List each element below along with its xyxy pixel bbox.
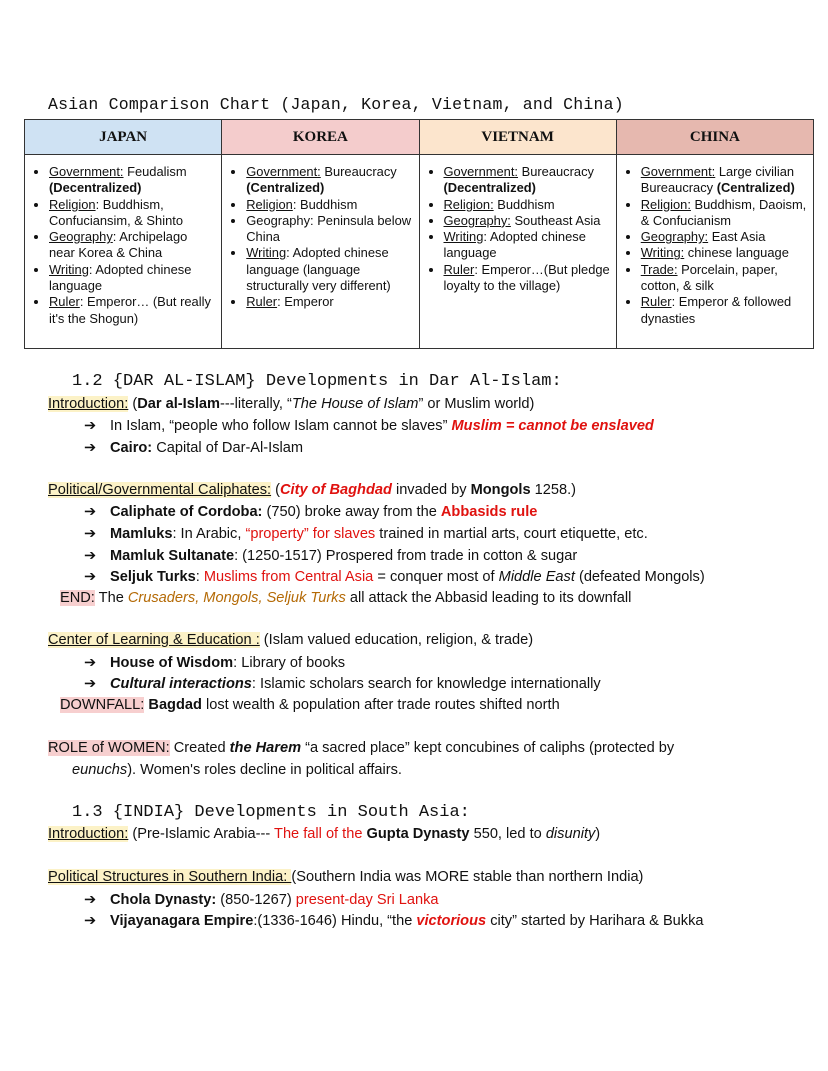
text: Cultural interactions (110, 676, 252, 692)
text: Created (169, 740, 230, 756)
text: Feudalism (123, 164, 187, 179)
bullet-line (84, 891, 439, 908)
list-item (49, 294, 215, 327)
label: Writing (246, 245, 287, 261)
text: Mongols (470, 482, 531, 498)
arrow-icon: ➔ (84, 655, 97, 671)
label: Ruler (443, 261, 475, 277)
text: 1258.) (530, 482, 577, 498)
arrow-icon: ➔ (84, 504, 97, 520)
list-item (641, 294, 807, 327)
cell-vietnam (419, 155, 616, 349)
label: Government: (49, 164, 124, 179)
text: victorious (416, 913, 487, 929)
list-item (246, 213, 412, 246)
header-korea: KOREA (222, 120, 419, 155)
text: Mamluk Sultanate (110, 548, 235, 564)
text: : (195, 569, 204, 585)
text: :(1336-1646) Hindu, “the (253, 913, 417, 929)
list-item (49, 197, 215, 230)
political-line (48, 482, 576, 498)
label: Political Structures in Southern India: (48, 869, 292, 885)
bullet-line (84, 654, 345, 671)
text: Southeast Asia (510, 212, 601, 228)
bullet-line (84, 675, 601, 692)
header-vietnam: VIETNAM (419, 120, 616, 155)
list-item (444, 213, 610, 229)
bullet-line (84, 503, 537, 520)
text: The (94, 590, 128, 606)
label: Religion: (640, 196, 691, 212)
text: Bureaucracy (518, 164, 594, 179)
text: Bagdad (148, 697, 202, 713)
arrow-icon: ➔ (84, 548, 97, 564)
text: Chola Dynasty: (110, 892, 217, 908)
list-item (246, 294, 412, 310)
text: present-day Sri Lanka (295, 892, 439, 908)
list-item (444, 229, 610, 262)
bullet-line (84, 568, 705, 585)
label: Ruler (246, 294, 278, 310)
text: “a sacred place” kept concubines of caliphs (protected by (301, 740, 675, 756)
list-item (641, 229, 807, 245)
table-body-row (25, 155, 814, 349)
text: Muslim = cannot be enslaved (451, 418, 654, 434)
list-item (641, 164, 807, 197)
emphasis: (Decentralized) (49, 180, 142, 196)
text: : Buddhism, Confuciansim, & Shinto (49, 196, 183, 228)
text: Porcelain, paper, cotton, & silk (640, 261, 778, 294)
label: Ruler (640, 294, 672, 310)
text: invaded by (391, 482, 471, 498)
emphasis: (Centralized) (246, 180, 325, 196)
text: “property” for slaves (245, 526, 376, 542)
text: city” started by Harihara & Bukka (486, 913, 704, 929)
text: ). Women's roles decline in political affairs. (127, 762, 402, 778)
text: 550, led to (469, 826, 546, 842)
downfall-line (60, 697, 560, 713)
center-line (48, 632, 533, 648)
arrow-icon: ➔ (84, 418, 97, 434)
text: Capital of Dar-Al-Islam (152, 440, 304, 456)
list-item (444, 164, 610, 197)
text: The House of Islam (291, 396, 419, 412)
label: Political/Governmental Caliphates: (48, 482, 272, 498)
text: : Library of books (233, 655, 346, 671)
text: disunity (545, 826, 596, 842)
label: Geography: (640, 229, 709, 245)
label: Geography: (443, 212, 511, 228)
text: (Pre-Islamic Arabia--- (128, 826, 275, 842)
arrow-icon: ➔ (84, 892, 97, 908)
text: : Adopted chinese language (49, 261, 192, 294)
arrow-icon: ➔ (84, 676, 97, 692)
list-item (49, 229, 215, 262)
text: : Buddhism (292, 196, 358, 212)
text: : Adopted chinese language (443, 229, 586, 261)
text: : (1250-1517) Prospered from trade in cotton & sugar (234, 548, 578, 564)
cell-japan (25, 155, 222, 349)
label: Writing (49, 261, 89, 277)
section-heading-1-3: 1.3 {INDIA} Developments in South Asia: (72, 803, 470, 822)
text: The fall of the (274, 826, 363, 842)
end-line (60, 590, 631, 606)
text: ) (595, 826, 601, 842)
text: Middle East (498, 569, 575, 585)
label: Religion: (443, 196, 494, 212)
text: Muslims from Central Asia (203, 569, 374, 585)
text: : Emperor & followed dynasties (640, 294, 792, 326)
text: eunuchs (72, 762, 128, 778)
cell-korea (222, 155, 419, 349)
list-item (444, 262, 610, 295)
text: ( (271, 482, 280, 498)
text: Abbasids rule (440, 504, 538, 520)
text: (750) broke away from the (262, 504, 441, 520)
list-item (641, 197, 807, 230)
text: Crusaders, Mongols, Seljuk Turks (127, 590, 346, 606)
arrow-icon: ➔ (84, 526, 97, 542)
label: Religion (246, 196, 293, 212)
women-line-cont (72, 762, 402, 778)
arrow-icon: ➔ (84, 569, 97, 585)
section-heading-1-2: 1.2 {DAR AL-ISLAM} Developments in Dar Al-Islam: (72, 372, 562, 391)
text: Vijayanagara Empire (110, 913, 254, 929)
text: (850-1267) (216, 892, 296, 908)
text: Seljuk Turks (110, 569, 196, 585)
text: : Emperor…(But pledge loyalty to the village) (443, 261, 610, 294)
label: Ruler (49, 294, 80, 310)
text: (Southern India was MORE stable than northern India) (291, 869, 644, 885)
emphasis: (Centralized) (716, 180, 795, 196)
list-item (49, 262, 215, 295)
text: = conquer most of (373, 569, 499, 585)
text: the Harem (229, 740, 302, 756)
text: (Islam valued education, religion, & trade) (259, 632, 534, 648)
label: Writing: (640, 245, 685, 261)
list-item (641, 262, 807, 295)
text: (defeated Mongols) (574, 569, 705, 585)
arrow-icon: ➔ (84, 440, 97, 456)
list-item (641, 245, 807, 261)
bullet-line (84, 439, 303, 456)
list-item (49, 164, 215, 197)
text: Mamluks (110, 526, 173, 542)
list-item (444, 197, 610, 213)
header-japan: JAPAN (25, 120, 222, 155)
label: Center of Learning & Education : (48, 632, 260, 648)
text: : In Arabic, (172, 526, 246, 542)
label: Government: (640, 164, 716, 179)
text: City of Baghdad (280, 482, 392, 498)
text: all attack the Abbasid leading to its downfall (345, 590, 632, 606)
political-structures-line (48, 869, 643, 885)
text: Gupta Dynasty (366, 826, 470, 842)
intro-line (48, 826, 600, 842)
bullet-line (84, 525, 648, 542)
arrow-icon: ➔ (84, 913, 97, 929)
text: Bureaucracy (320, 164, 397, 179)
bullet-line (84, 547, 577, 564)
text: ” or Muslim world) (418, 396, 535, 412)
bullet-line (84, 417, 654, 434)
label: Government: (443, 164, 519, 179)
list-item (246, 164, 412, 197)
text: lost wealth & population after trade routes shifted north (201, 697, 560, 713)
label: Religion (49, 196, 96, 212)
label: DOWNFALL: (60, 697, 145, 713)
text: Buddhism (493, 196, 555, 212)
label: Introduction: (48, 396, 129, 412)
label: Government: (246, 164, 321, 179)
text: : Emperor (277, 294, 334, 310)
women-line (48, 740, 674, 756)
text: Geography: Peninsula below China (246, 212, 412, 245)
text: East Asia (708, 229, 766, 245)
text: House of Wisdom (110, 655, 234, 671)
text: : Archipelago near Korea & China (49, 229, 188, 261)
text: Buddhism, Daoism, & Confucianism (640, 196, 807, 228)
bullet-line (84, 912, 704, 929)
label: END: (60, 590, 95, 606)
text: Large civilian Bureaucracy (640, 164, 795, 196)
text: ( (128, 396, 138, 412)
label: ROLE of WOMEN: (48, 740, 170, 756)
comparison-table (24, 119, 814, 349)
text: trained in martial arts, court etiquette, etc. (375, 526, 648, 542)
header-china: CHINA (616, 120, 813, 155)
table-header-row (25, 120, 814, 155)
text: Cairo: (110, 440, 153, 456)
cell-china (616, 155, 813, 349)
label: Geography (49, 229, 113, 245)
label: Trade: (640, 261, 678, 277)
emphasis: (Decentralized) (443, 180, 536, 196)
list-item (246, 245, 412, 294)
text: : Emperor… (But really it's the Shogun) (49, 294, 211, 326)
list-item (246, 197, 412, 213)
text: : Islamic scholars search for knowledge internationally (251, 676, 601, 692)
text: : Adopted chinese language (language structurally very different) (246, 245, 391, 294)
label: Writing (443, 229, 484, 245)
text: chinese language (684, 245, 789, 261)
text: ---literally, “ (220, 396, 292, 412)
intro-line (48, 396, 534, 412)
document-title: Asian Comparison Chart (Japan, Korea, Vietnam, and China) (48, 95, 624, 114)
text: Dar al-Islam (137, 396, 220, 412)
text: Caliphate of Cordoba: (110, 504, 263, 520)
label: Introduction: (48, 826, 129, 842)
text: In Islam, “people who follow Islam cannot be slaves” (110, 418, 452, 434)
